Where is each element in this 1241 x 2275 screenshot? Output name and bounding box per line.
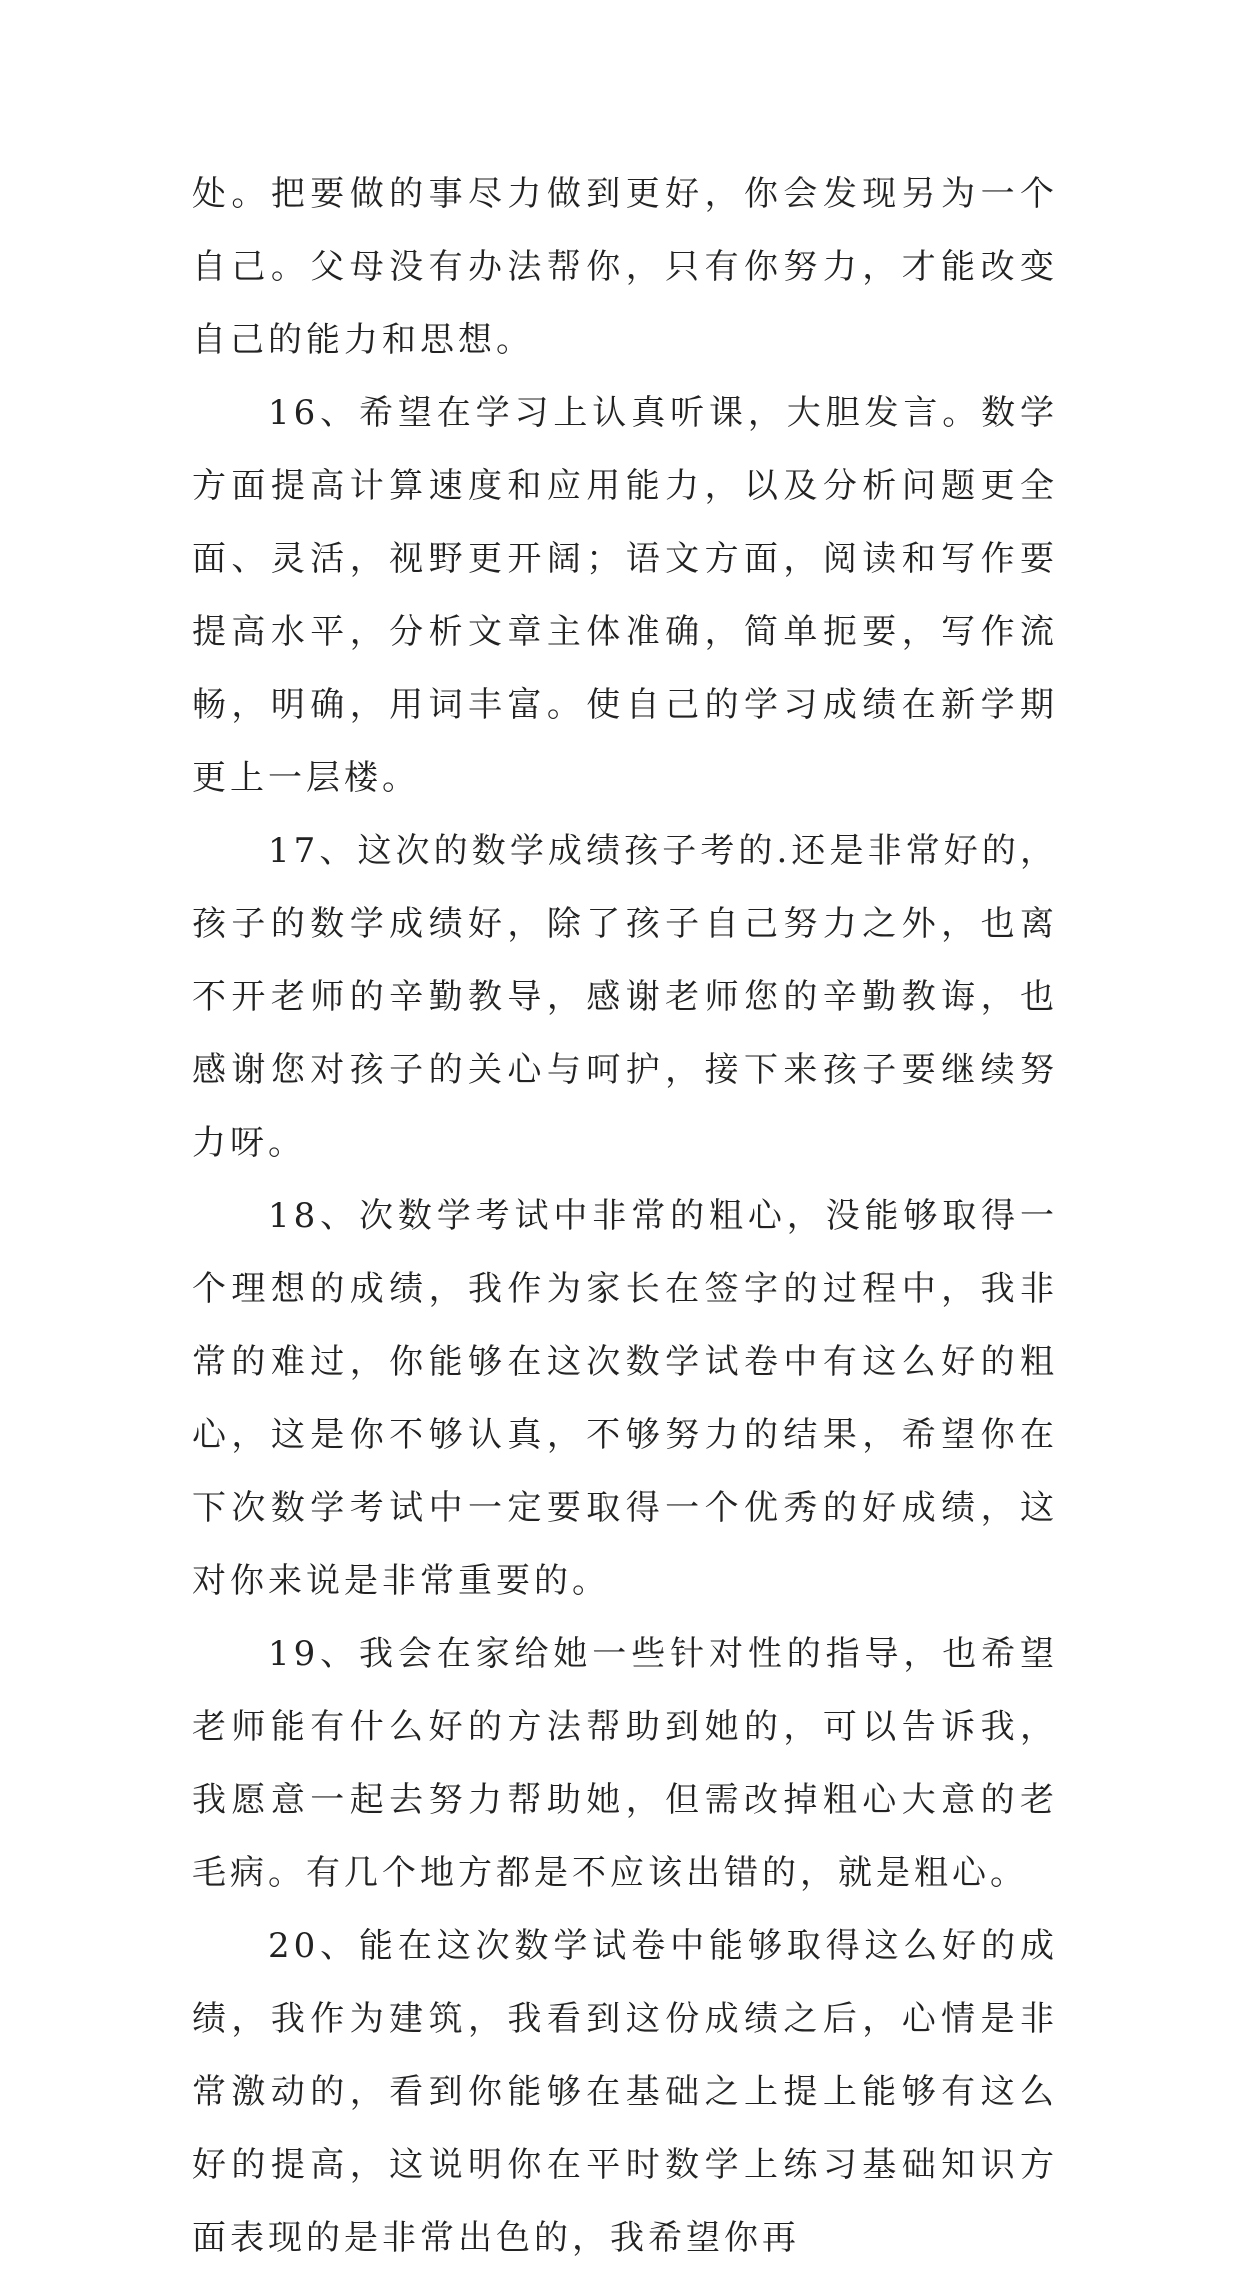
paragraph-17: 17、这次的数学成绩孩子考的.还是非常好的，孩子的数学成绩好，除了孩子自己努力之外，也离不开老师的辛勤教导，感谢老师您的辛勤教诲，也感谢您对孩子的关心与呵护，接下来孩子要继续努力呀。 — [192, 831, 1058, 1163]
document-body — [192, 158, 1058, 2275]
paragraph-18: 18、次数学考试中非常的粗心，没能够取得一个理想的成绩，我作为家长在签字的过程中，我非常的难过，你能够在这次数学试卷中有这么好的粗心，这是你不够认真，不够努力的结果，希望你在下次数学考试中一定要取得一个优秀的好成绩，这对你来说是非常重要的。 — [192, 1196, 1058, 1601]
paragraph-continuation: 处。把要做的事尽力做到更好，你会发现另为一个自己。父母没有办法帮你，只有你努力，才能改变自己的能力和思想。 — [192, 174, 1058, 360]
paragraph-16: 16、希望在学习上认真听课，大胆发言。数学方面提高计算速度和应用能力，以及分析问题更全面、灵活，视野更开阔；语文方面，阅读和写作要提高水平，分析文章主体准确，简单扼要，写作流畅，明确，用词丰富。使自己的学习成绩在新学期更上一层楼。 — [192, 393, 1058, 798]
paragraph-19: 19、我会在家给她一些针对性的指导，也希望老师能有什么好的方法帮助到她的，可以告诉我，我愿意一起去努力帮助她，但需改掉粗心大意的老毛病。有几个地方都是不应该出错的，就是粗心。 — [192, 1634, 1058, 1893]
paragraph-20: 20、能在这次数学试卷中能够取得这么好的成绩，我作为建筑，我看到这份成绩之后，心情是非常激动的，看到你能够在基础之上提上能够有这么好的提高，这说明你在平时数学上练习基础知识方面表现的是非常出色的，我希望你再 — [192, 1926, 1058, 2258]
